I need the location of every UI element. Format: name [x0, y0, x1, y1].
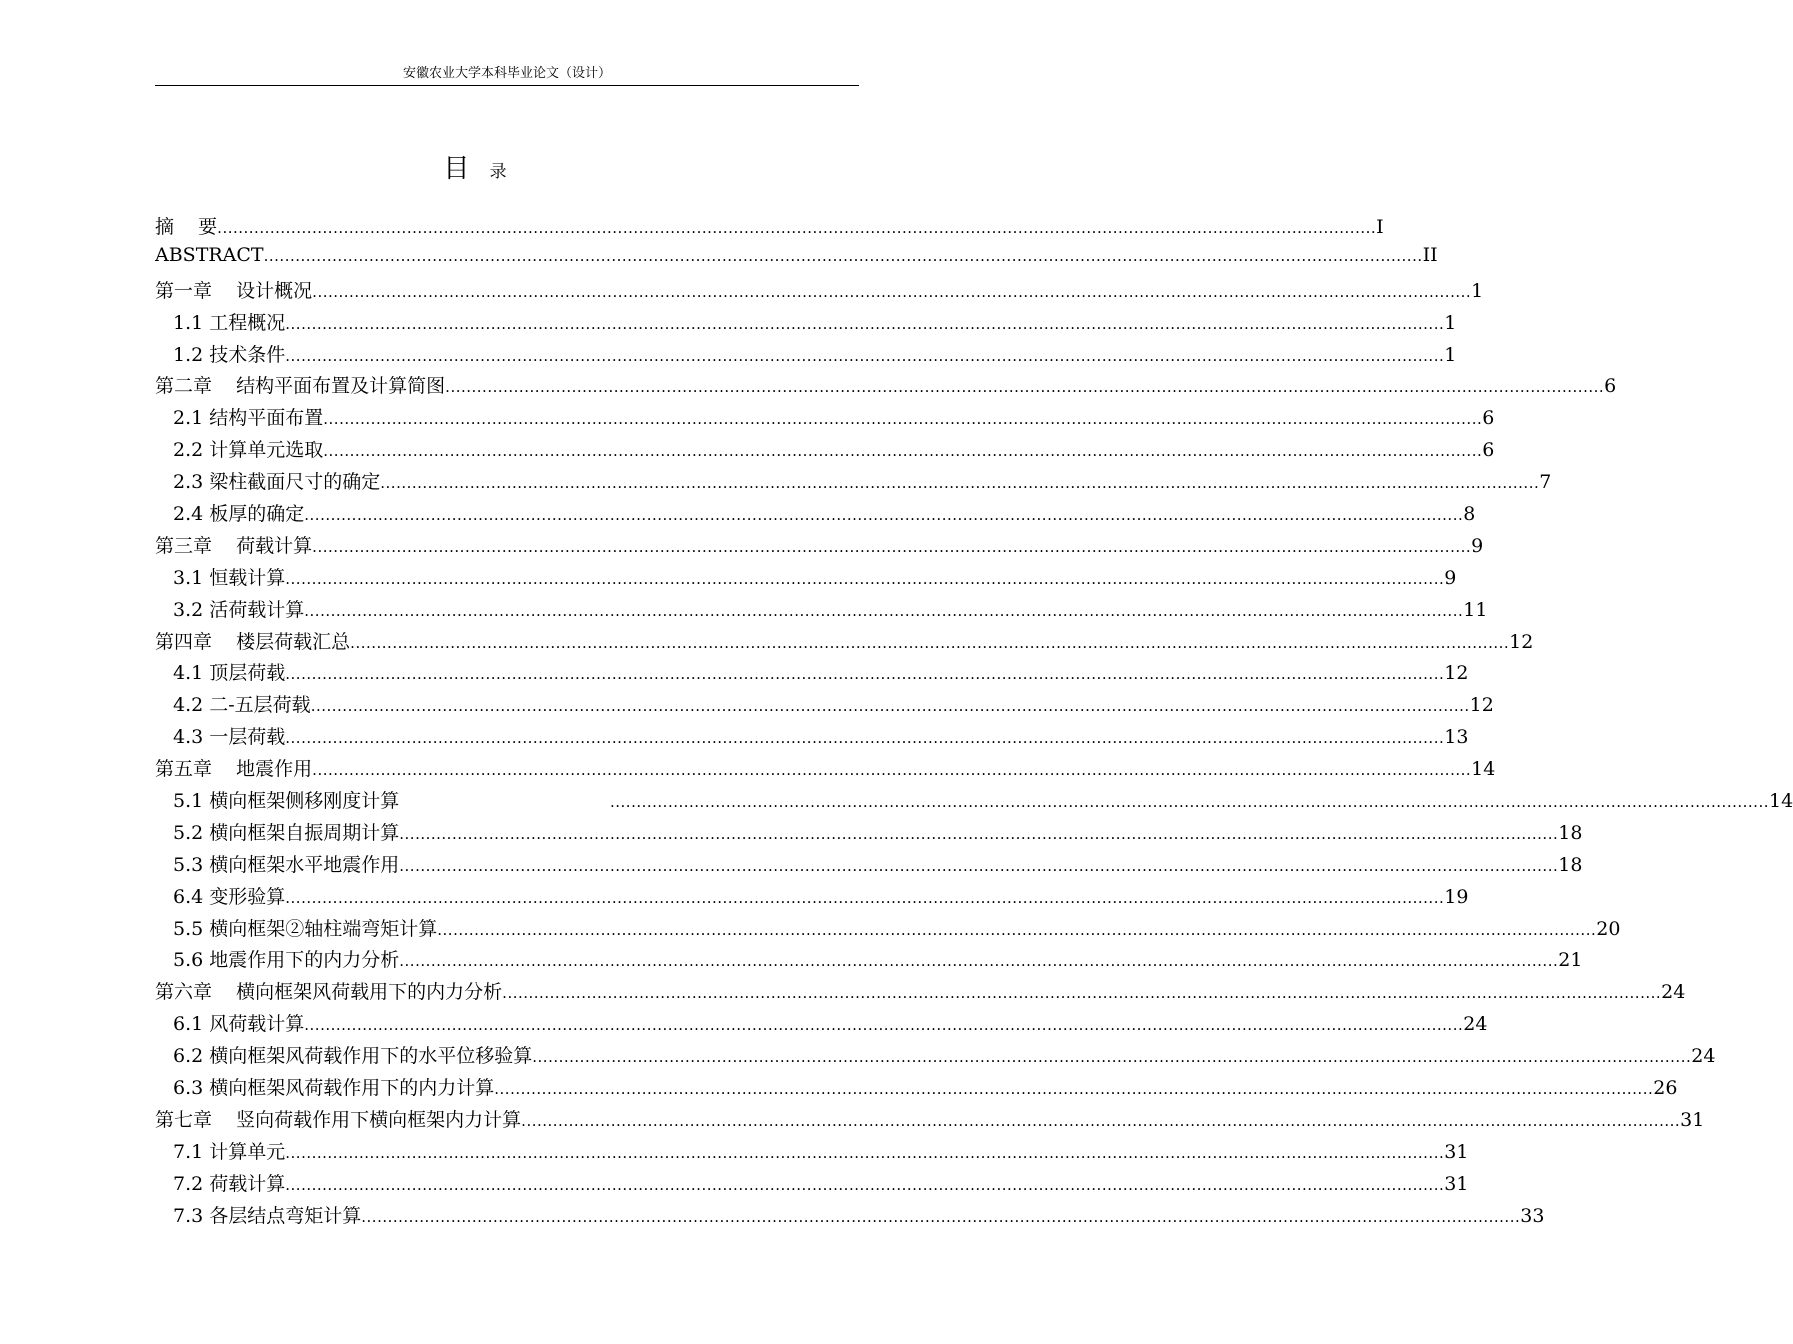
- toc-chapter-entry[interactable]: [155, 627, 1534, 659]
- toc-entry-page: II: [1422, 243, 1438, 266]
- toc-leader-dots: ............................................................................................................................................................................................................................: [610, 793, 1769, 812]
- toc-entry-label: 3.1 恒载计算: [173, 566, 286, 589]
- toc-entry-label: 第七章 竖向荷载作用下横向框架内力计算: [155, 1108, 522, 1131]
- toc-entry-page: 1: [1444, 311, 1457, 334]
- toc-section-entry[interactable]: [155, 786, 1793, 818]
- toc-chapter-entry[interactable]: [155, 212, 1384, 244]
- toc-entry-label: 2.4 板厚的确定: [173, 503, 305, 526]
- toc-entry-page: 11: [1463, 598, 1488, 621]
- toc-leader-dots: ............................................................................................................................................................................................................................: [312, 761, 1472, 780]
- toc-leader-dots: ............................................................................................................................................................................................................................: [312, 537, 1472, 556]
- toc-entry-page: 33: [1520, 1204, 1545, 1227]
- toc-section-entry[interactable]: [155, 595, 1488, 627]
- toc-leader-dots: ............................................................................................................................................................................................................................: [323, 410, 1483, 429]
- toc-chapter-entry[interactable]: [155, 754, 1496, 786]
- toc-leader-dots: ............................................................................................................................................................................................................................: [304, 1016, 1464, 1035]
- toc-entry-page: 12: [1444, 662, 1469, 685]
- toc-entry-label: 4.1 顶层荷载: [173, 662, 286, 685]
- toc-entry-label: 6.4 变形验算: [173, 885, 286, 908]
- toc-entry-label: 5.3 横向框架水平地震作用: [173, 853, 400, 876]
- toc-entry-label: 第五章 地震作用: [155, 758, 313, 781]
- toc-section-entry[interactable]: [155, 945, 1583, 977]
- table-of-contents: [155, 212, 1793, 1233]
- toc-section-entry[interactable]: [155, 1201, 1545, 1233]
- toc-title-main: 目: [443, 154, 470, 184]
- toc-entry-label: 1.2 技术条件: [173, 343, 286, 366]
- toc-entry-label: 2.3 梁柱截面尺寸的确定: [173, 471, 381, 494]
- toc-leader-dots: ............................................................................................................................................................................................................................: [304, 506, 1464, 525]
- toc-entry-page: 6: [1482, 407, 1495, 430]
- toc-entry-label: 7.2 荷载计算: [173, 1172, 286, 1195]
- toc-entry-label: 第二章 结构平面布置及计算简图: [155, 375, 446, 398]
- toc-title-sub: 录: [489, 162, 507, 182]
- toc-section-entry[interactable]: [155, 308, 1457, 340]
- toc-entry-label: 2.1 结构平面布置: [173, 407, 324, 430]
- running-header: 安徽农业大学本科毕业论文（设计）: [155, 64, 859, 86]
- toc-section-entry[interactable]: [155, 467, 1552, 499]
- toc-entry-page: 24: [1691, 1045, 1716, 1068]
- toc-entry-page: 7: [1539, 471, 1552, 494]
- toc-section-entry[interactable]: [155, 722, 1469, 754]
- toc-leader-dots: ............................................................................................................................................................................................................................: [312, 282, 1472, 301]
- toc-entry-page: 31: [1680, 1108, 1705, 1131]
- toc-entry-label: 5.6 地震作用下的内力分析: [173, 949, 400, 972]
- toc-section-entry[interactable]: [155, 658, 1469, 690]
- toc-entry-page: 24: [1463, 1013, 1488, 1036]
- toc-entry-page: 19: [1444, 885, 1469, 908]
- toc-entry-label: 2.2 计算单元选取: [173, 439, 324, 462]
- toc-section-entry[interactable]: [155, 403, 1495, 435]
- toc-title: [0, 148, 950, 185]
- toc-leader-dots: ............................................................................................................................................................................................................................: [445, 378, 1605, 397]
- toc-chapter-entry[interactable]: [155, 531, 1484, 563]
- toc-section-entry[interactable]: [155, 1169, 1469, 1201]
- toc-chapter-entry[interactable]: [155, 1105, 1705, 1137]
- toc-entry-page: 13: [1444, 726, 1469, 749]
- toc-leader-dots: ............................................................................................................................................................................................................................: [285, 1175, 1445, 1194]
- toc-leader-dots: ............................................................................................................................................................................................................................: [494, 1080, 1654, 1099]
- toc-entry-label: ABSTRACT: [155, 243, 264, 266]
- toc-leader-dots: ............................................................................................................................................................................................................................: [285, 569, 1445, 588]
- toc-section-entry[interactable]: [155, 882, 1469, 914]
- toc-leader-dots: ............................................................................................................................................................................................................................: [399, 856, 1559, 875]
- toc-chapter-entry[interactable]: [155, 276, 1484, 308]
- toc-leader-dots: ............................................................................................................................................................................................................................: [399, 952, 1559, 971]
- toc-entry-label: 6.2 横向框架风荷载作用下的水平位移验算: [173, 1045, 533, 1068]
- toc-entry-label: 第四章 楼层荷载汇总: [155, 630, 351, 653]
- toc-leader-dots: ............................................................................................................................................................................................................................: [532, 1048, 1692, 1067]
- toc-entry-label: 第三章 荷载计算: [155, 534, 313, 557]
- toc-entry-page: 9: [1471, 534, 1484, 557]
- toc-entry-label: 第一章 设计概况: [155, 279, 313, 302]
- toc-entry-page: 24: [1661, 981, 1686, 1004]
- toc-leader-dots: ............................................................................................................................................................................................................................: [437, 920, 1597, 939]
- toc-chapter-entry[interactable]: [155, 371, 1617, 403]
- toc-entry-page: 21: [1558, 949, 1583, 972]
- toc-entry-page: 31: [1444, 1172, 1469, 1195]
- toc-entry-page: 12: [1469, 694, 1494, 717]
- toc-entry-page: 20: [1596, 917, 1621, 940]
- toc-entry-page: 1: [1444, 343, 1457, 366]
- toc-leader-dots: ............................................................................................................................................................................................................................: [361, 1207, 1521, 1226]
- toc-entry-page: 31: [1444, 1140, 1469, 1163]
- toc-leader-dots: ............................................................................................................................................................................................................................: [217, 219, 1377, 237]
- toc-entry-label: 1.1 工程概况: [173, 311, 286, 334]
- toc-entry-page: 18: [1558, 853, 1583, 876]
- toc-section-entry[interactable]: [155, 1137, 1469, 1169]
- toc-leader-dots: ............................................................................................................................................................................................................................: [285, 888, 1445, 907]
- toc-section-entry[interactable]: [155, 499, 1476, 531]
- toc-leader-dots: ............................................................................................................................................................................................................................: [521, 1111, 1681, 1130]
- toc-chapter-entry[interactable]: [155, 243, 1438, 276]
- toc-entry-page: 8: [1463, 503, 1476, 526]
- toc-section-entry[interactable]: [155, 818, 1583, 850]
- toc-section-entry[interactable]: [155, 850, 1583, 882]
- toc-entry-page: 9: [1444, 566, 1457, 589]
- toc-entry-page: 6: [1482, 439, 1495, 462]
- toc-section-entry[interactable]: [155, 1073, 1678, 1105]
- toc-leader-dots: ............................................................................................................................................................................................................................: [350, 633, 1510, 652]
- toc-entry-label: 4.3 一层荷载: [173, 726, 286, 749]
- toc-leader-dots: ............................................................................................................................................................................................................................: [285, 314, 1445, 333]
- toc-entry-page: 18: [1558, 821, 1583, 844]
- toc-leader-dots: ............................................................................................................................................................................................................................: [310, 697, 1470, 716]
- toc-entry-label: 6.3 横向框架风荷载作用下的内力计算: [173, 1077, 495, 1100]
- toc-entry-page: 1: [1471, 279, 1484, 302]
- toc-entry-label: 5.5 横向框架②轴柱端弯矩计算: [173, 917, 438, 940]
- toc-leader-dots: ............................................................................................................................................................................................................................: [285, 729, 1445, 748]
- toc-entry-page: 26: [1653, 1077, 1678, 1100]
- toc-entry-label: 第六章 横向框架风荷载用下的内力分析: [155, 981, 503, 1004]
- toc-section-entry[interactable]: [155, 435, 1495, 467]
- toc-leader-dots: ............................................................................................................................................................................................................................: [285, 1143, 1445, 1162]
- toc-entry-label: 5.1 横向框架侧移刚度计算: [173, 790, 400, 813]
- toc-leader-dots: ............................................................................................................................................................................................................................: [323, 442, 1483, 461]
- toc-entry-label: 7.1 计算单元: [173, 1140, 286, 1163]
- toc-entry-label: 7.3 各层结点弯矩计算: [173, 1204, 362, 1227]
- toc-entry-label: 6.1 风荷载计算: [173, 1013, 305, 1036]
- toc-section-entry[interactable]: [155, 563, 1457, 595]
- toc-entry-page: 14: [1768, 790, 1793, 813]
- toc-entry-label: 3.2 活荷载计算: [173, 598, 305, 621]
- toc-entry-page: I: [1376, 216, 1384, 238]
- toc-entry-label: 摘 要: [155, 216, 218, 238]
- toc-leader-dots: ............................................................................................................................................................................................................................: [285, 665, 1445, 684]
- toc-leader-dots: ............................................................................................................................................................................................................................: [502, 984, 1662, 1003]
- toc-leader-dots: ............................................................................................................................................................................................................................: [304, 601, 1464, 620]
- toc-section-entry[interactable]: [155, 914, 1621, 946]
- toc-entry-page: 12: [1509, 630, 1534, 653]
- toc-leader-dots: ............................................................................................................................................................................................................................: [285, 346, 1445, 365]
- toc-entry-page: 6: [1604, 375, 1617, 398]
- toc-chapter-entry[interactable]: [155, 977, 1686, 1009]
- toc-section-entry[interactable]: [155, 1041, 1716, 1073]
- toc-section-entry[interactable]: [155, 690, 1494, 722]
- toc-section-entry[interactable]: [155, 340, 1457, 372]
- toc-section-entry[interactable]: [155, 1009, 1488, 1041]
- toc-leader-dots: ............................................................................................................................................................................................................................: [380, 474, 1540, 493]
- toc-leader-dots: ............................................................................................................................................................................................................................: [399, 824, 1559, 843]
- toc-entry-label: 4.2 二-五层荷载: [173, 694, 311, 717]
- toc-entry-label: 5.2 横向框架自振周期计算: [173, 821, 400, 844]
- toc-leader-dots: ............................................................................................................................................................................................................................: [263, 246, 1423, 265]
- toc-entry-page: 14: [1471, 758, 1496, 781]
